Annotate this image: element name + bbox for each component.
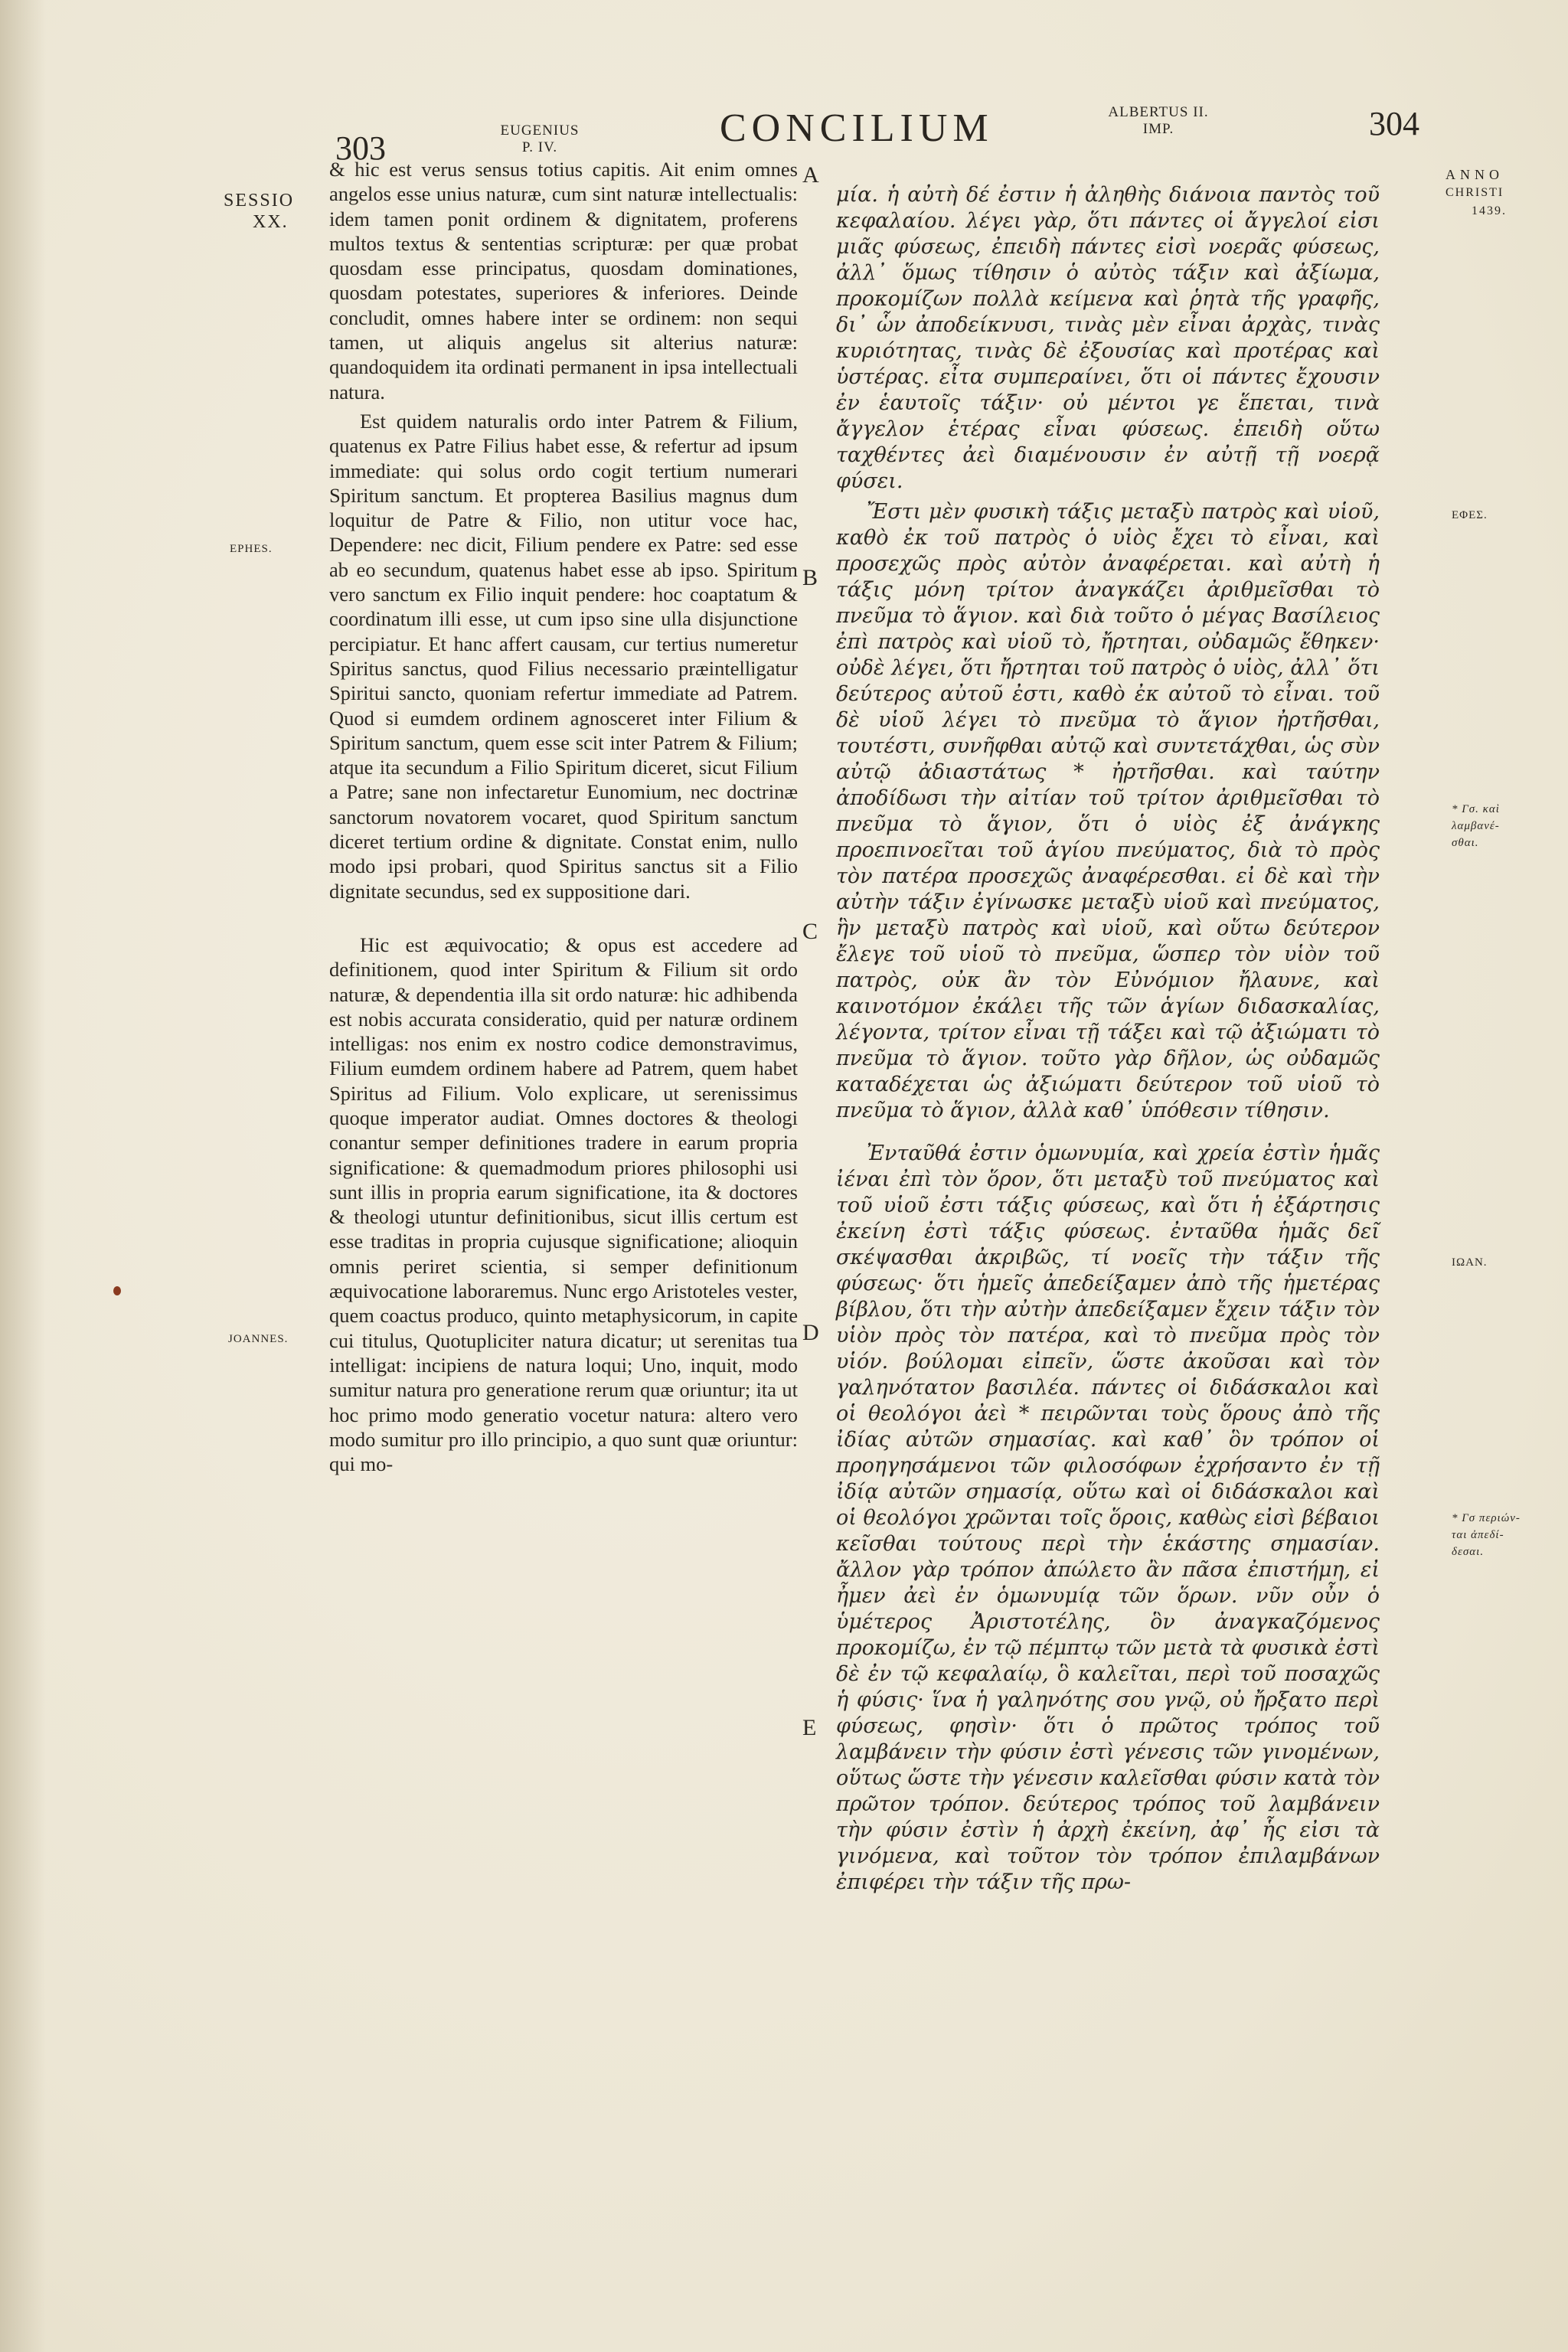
speaker-label-joannes: JOANNES. [228,1333,289,1345]
latin-paragraph: Hic est æquivocatio; & opus est accedere ad definitionem, quod inter Spiritum & Filium sit ordo naturæ, & dependentia illa sit ordo naturæ: hic adhibenda est nobis accurata consideratio, quid per naturæ ordinem intelligas: nos enim ex nostro codice demonstravimus, Filium eumdem ordinem habere ad Patrem, quem habet Spiritus ad Filium. Volo explicare, ut serenissimus quoque imperator audiat. Omnes doctores & theologi conantur semper definitiones tradere in earum propria significatione: & quemadmodum priores philosophi usi sunt illis in propria earum significatione, ita & doctores & theologi utuntur definitionibus, sicut illis certum est esse traditas in propria cujusque significatione; alioquin omnis periret scientia, si semper definitionum æquivocatione laboraremus. Nunc ergo Aristoteles vester, quem coactus produco, quinto metaphysicorum, in capite cui titulus, Quotupliciter natura dicatur; ut serenitas tua intelligat: incipiens de natura loqui; Uno, inquit, modo sumitur natura pro generatione rerum quæ oriuntur; ita ut hoc primo modo generatio vocetur natura: altero vero modo sumitur pro illo principio, a quo sunt quæ oriuntur: qui mo- [329,933,798,1476]
latin-paragraph: Est quidem naturalis ordo inter Patrem & Filium, quatenus ex Patre Filius habet esse, & refertur ad ipsum immediate: qui solus ordo cogit tertium numerari Spiritum sanctum. Et propterea Basilius magnus dum loquitur de Patre & Filio, non utitur voce hac, Dependere: nec dicit, Filium pendere ex Patre: sed esse ab eo secundum, quatenus habet esse ab ipso. Spiritum vero sanctum ex Filio inquit pendere: hoc coaptatum & coordinatum illi esse, ut cum ipso sine ulla disjunctione percipiatur. Et hanc affert causam, cur tertius numeretur Spiritus sanctus, quod Filius necessario præintelligatur Spiritui sancto, quoniam refertur immediate ad Patrem. Quod si eumdem ordinem agnosceret inter Filium & Spiritum sanctum, quem esse scit inter Patrem & Filium; atque ita secundum a Filio Spiritum diceret, sicut Filium a Patre; sane non infectaretur Eunomium, nec doctrinæ sanctorum novatorem vocaret, quod Spiritum sanctum diceret tertium ordine & dignitate. Constat enim, nullo modo ipsi probari, quod Spiritus sanctus sit a Filio dignitate secundus, sed ex suppositione dari. [329,409,798,903]
right-running-head-line: IMP. [1142,121,1174,137]
left-page-number: 303 [335,129,386,167]
section-letter-b: B [802,565,818,590]
right-running-head [1093,104,1223,138]
left-running-head-line: EUGENIUS [500,122,580,139]
session-label-line: SESSIO [224,191,295,211]
anno-line: ANNO [1446,167,1504,182]
margin-note-line: λαμβανέ- [1452,820,1500,832]
greek-paragraph: Ἔστι μὲν φυσικὴ τάξις μεταξὺ πατρὸς καὶ υἱοῦ, καθὸ ἐκ τοῦ πατρὸς ὁ υἱὸς ἔχει τὸ εἶναι, καὶ προσεχῶς πρὸς αὐτὸν ἀναφέρεται. καὶ αὐτὴ ἡ τάξις μόνη τρίτον ἀναγκάζει ἀριθμεῖσθαι τὸ πνεῦμα τὸ ἅγιον. καὶ διὰ τοῦτο ὁ μέγας Βασίλειος ἐπὶ πατρὸς καὶ υἱοῦ τὸ, ἤρτηται, οὐδαμῶς ἔθηκεν· οὐδὲ λέγει, ὅτι ἤρτηται τοῦ πατρὸς ὁ υἱὸς, ἀλλ᾿ ὅτι δεύτερος αὐτοῦ ἐστι, καθὸ ἐκ αὐτοῦ τὸ εἶναι. τοῦ δὲ υἱοῦ λέγει τὸ πνεῦμα τὸ ἅγιον ἠρτῆσθαι, τουτέστι, συνῆφθαι αὐτῷ καὶ συντετάχθαι, ὡς σὺν αὐτῷ ἀδιαστάτως * ἠρτῆσθαι. καὶ ταύτην ἀποδίδωσι τὴν αἰτίαν τοῦ τρίτον ἀριθμεῖσθαι τὸ πνεῦμα τὸ ἅγιον, ὅτι ὁ υἱὸς ἐξ ἀνάγκης προεπινοεῖται τοῦ ἁγίου πνεύματος, διὰ τὸ πρὸς τὸν πατέρα προσεχῶς ἀναφέρεσθαι. εἰ δὲ καὶ τὴν αὐτὴν τάξιν ἐγίνωσκε μεταξὺ υἱοῦ καὶ πνεύματος, ἣν μεταξὺ πατρὸς καὶ υἱοῦ, καὶ οὕτω δεύτερον ἔλεγε τοῦ υἱοῦ τὸ πνεῦμα, ὥσπερ τὸν υἱὸν τοῦ πατρὸς, οὐκ ἂν τὸν Εὐνόμιον ἤλαυνε, καὶ καινοτόμον ἐκάλει τῆς τῶν ἁγίων διδασκαλίας, λέγοντα, τρίτον εἶναι τῇ τάξει καὶ τῷ ἀξιώματι τὸ πνεῦμα τὸ ἅγιον. τοῦτο γὰρ δῆλον, ὡς οὐδαμῶς καταδέχεται ὡς ἀξιώματι δεύτερον τοῦ υἱοῦ τὸ πνεῦμα τὸ ἅγιον, ἀλλὰ καθ᾿ ὑπόθεσιν τίθησιν. [836,500,1380,1122]
gutter-shadow [0,0,46,2352]
section-letter-c: C [802,919,818,944]
greek-column [836,182,1380,1900]
section-letter-d: D [802,1320,819,1345]
anno-line: CHRISTI [1446,186,1504,199]
margin-note-line: σθαι. [1452,837,1479,849]
page-title: CONCILIUM [720,106,994,150]
greek-paragraph: Ἐνταῦθά ἐστιν ὁμωνυμία, καὶ χρεία ἐστὶν ἡμᾶς ἰέναι ἐπὶ τὸν ὅρον, ὅτι μεταξὺ τοῦ πνεύματος καὶ τοῦ υἱοῦ ἐστι τάξις φύσεως, καὶ ὅτι ἡ ἐξάρτησις ἐκείνη ἐστὶ τάξις φύσεως. ἐνταῦθα ἡμᾶς δεῖ σκέψασθαι ἀκριβῶς, τί νοεῖς τὴν τάξιν τῆς φύσεως· ὅτι ἡμεῖς ἀπεδείξαμεν ἀπὸ τῆς ἡμετέρας βίβλου, ὅτι τὴν αὐτὴν ἀπεδείξαμεν ἔχειν τάξιν τὸν υἱὸν πρὸς τὸν πατέρα, καὶ τὸ πνεῦμα πρὸς τὸν υἱόν. βούλομαι εἰπεῖν, ὥστε ἀκοῦσαι καὶ τὸν γαληνότατον βασιλέα. πάντες οἱ διδάσκαλοι καὶ οἱ θεολόγοι ἀεὶ * πειρῶνται τοὺς ὅρους ἀπὸ τῆς ἰδίας αὐτῶν σημασίας. καὶ καθ᾿ ὃν τρόπον οἱ προηγησάμενοι τῶν φιλοσόφων ἐχρήσαντο ἐν τῇ ἰδίᾳ αὐτῶν σημασίᾳ, οὕτω καὶ οἱ διδάσκαλοι καὶ οἱ θεολόγοι χρῶνται τοῖς ὅροις, καθὼς εἰσὶ βέβαιοι κεῖσθαι τούτους περὶ τὴν ἑκάστης σημασίαν. ἄλλον γὰρ τρόπον ἀπώλετο ἂν πᾶσα ἐπιστήμη, εἰ ἦμεν ἀεὶ ἐν ὁμωνυμίᾳ τῶν ὅρων. νῦν οὖν ὁ ὑμέτερος Ἀριστοτέλης, ὃν ἀναγκαζόμενος προκομίζω, ἐν τῷ πέμπτῳ τῶν μετὰ τὰ φυσικὰ ἐστὶ δὲ ἐν τῷ κεφαλαίῳ, ὃ καλεῖται, περὶ τοῦ ποσαχῶς ἡ φύσις· ἵνα ἡ γαληνότης σου γνῷ, οὐ ἤρξατο περὶ φύσεως, φησὶν· ὅτι ὁ πρῶτος τρόπος τοῦ λαμβάνειν τὴν φύσιν ἐστὶ γένεσις τῶν γινομένων, οὕτως ὥστε τὴν γένεσιν καλεῖσθαι φύσιν κατὰ τὸν πρῶτον τρόπον. δεύτερος τρόπος τοῦ λαμβάνειν τὴν φύσιν ἐστὶν ἡ ἀρχὴ ἐκείνη, ἀφ᾿ ἧς εἰσι τὰ γινόμενα, καὶ τοῦτον τὸν τρόπον ἐπιλαμβάνων ἐπιφέρει τὴν τάξιν τῆς πρω- [836,1142,1380,1894]
left-running-head-line: P. IV. [521,139,558,155]
speaker-label-ephes-greek: ΕΦΕΣ. [1452,509,1488,521]
margin-note-line: ται ἀπεδί- [1452,1529,1504,1541]
greek-paragraph: μία. ἡ αὐτὴ δέ ἐστιν ἡ ἀληθὴς διάνοια παντὸς τοῦ κεφαλαίου. λέγει γὰρ, ὅτι πάντες οἱ ἄγγελοί εἰσι μιᾶς φύσεως, ἐπειδὴ πάντες εἰσὶ νοερᾶς φύσεως, ἀλλ᾿ ὅμως τίθησιν ὁ αὐτὸς τάξιν καὶ ἀξίωμα, προκομίζων πολλὰ κείμενα καὶ ῥητὰ τῆς γραφῆς, δι᾿ ὧν ἀποδείκνυσι, τινὰς μὲν εἶναι ἀρχὰς, τινὰς κυριότητας, τινὰς δὲ ἐξουσίας καὶ προτέρας καὶ ὑστέρας. εἶτα συμπεραίνει, ὅτι οἱ πάντες ἔχουσιν ἐν ἑαυτοῖς τάξιν· οὐ μέντοι γε ἕπεται, τινὰ ἄγγελον ἑτέρας εἶναι φύσεως. ἐπειδὴ οὕτω ταχθέντες ἀεὶ διαμένουσιν ἐν αὐτῇ τῇ νοερᾷ φύσει. [836,183,1380,493]
speaker-label-ioan-greek: ΙΩΑΝ. [1452,1256,1488,1269]
anno-christi-label [1446,165,1507,220]
section-letter-e: E [802,1715,817,1740]
margin-note-1 [1452,801,1500,851]
latin-paragraph: & hic est verus sensus totius capitis. Ait enim omnes angelos esse unius naturæ, cum sint naturæ intellectualis: idem tamen ponit ordinem & dignitatem, proferens multos textus & sententias scripturæ: per quæ probat quosdam esse principatus, quosdam dominationes, quosdam potestates, superiores & inferiores. Deinde concludit, omnes habere inter se ordinem: non sequi tamen, ut aliquis angelus sit alterius naturæ: quandoquidem ita ordinati permanent in ipsa intellectuali natura. [329,158,798,403]
anno-line: 1439. [1472,204,1507,217]
margin-note-2 [1452,1510,1521,1560]
section-letter-a: A [802,162,819,188]
latin-column [329,157,798,1481]
speaker-label-ephes: EPHES. [230,543,273,555]
margin-note-line: * Γσ. καὶ [1452,803,1500,815]
ink-spot [113,1286,121,1295]
right-page-number: 304 [1369,105,1419,142]
margin-note-line: δεσαι. [1452,1546,1485,1558]
margin-note-line: * Γσ περιών- [1452,1512,1521,1524]
left-running-head [490,122,590,156]
session-label-line: XX. [253,212,289,232]
right-running-head-line: ALBERTUS II. [1108,104,1209,120]
session-label [224,190,294,233]
